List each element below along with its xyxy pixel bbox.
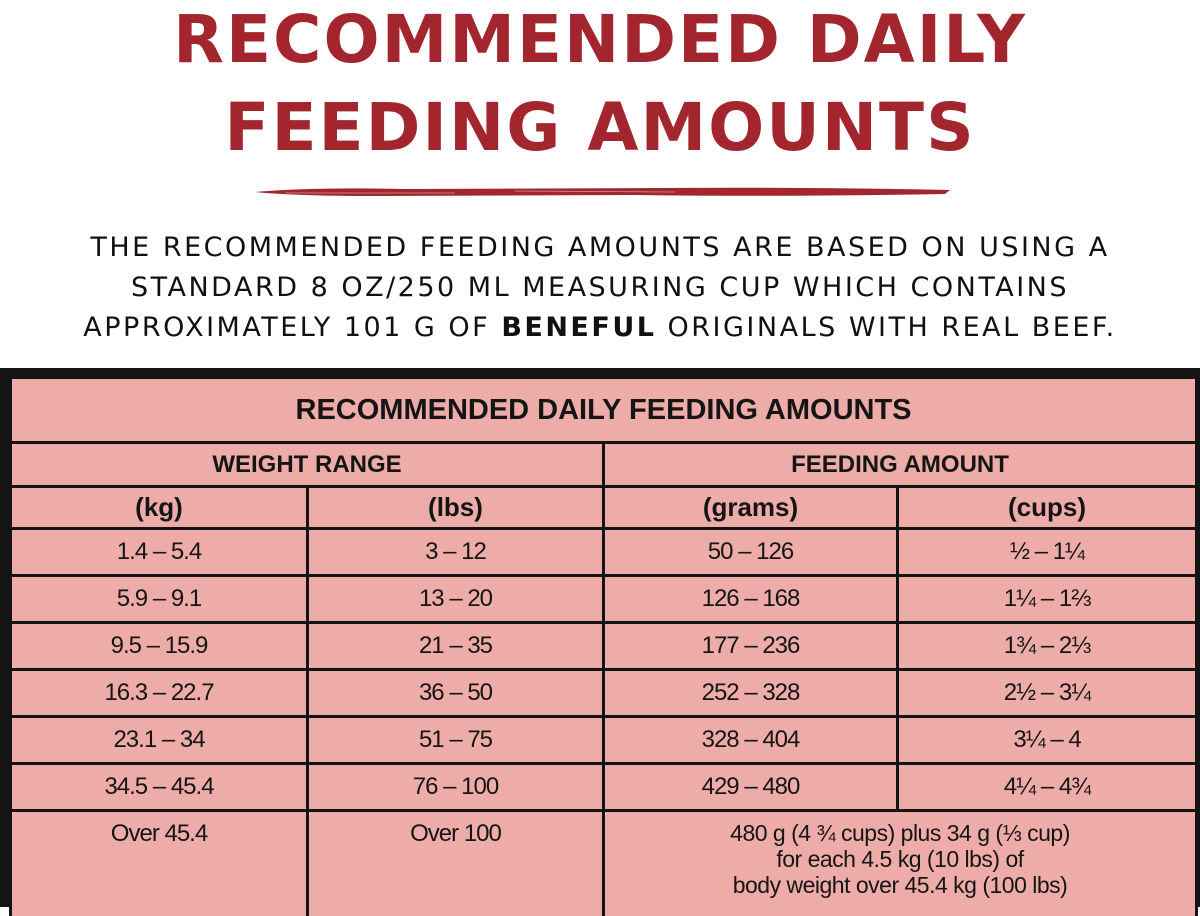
table-row (11, 576, 1197, 623)
table-row (11, 764, 1197, 811)
cups-cell: 3¼ – 4 (898, 717, 1197, 764)
page-title-line-1: RECOMMENDED DAILY (0, 0, 1200, 80)
grams-cell: 177 – 236 (604, 623, 898, 670)
kg-column-header: (kg) (11, 487, 308, 529)
cups-cell: ½ – 1¼ (898, 529, 1197, 576)
note-line-3: body weight over 45.4 kg (100 lbs) (605, 872, 1195, 898)
table-row (11, 529, 1197, 576)
kg-cell: 23.1 – 34 (11, 717, 308, 764)
cups-cell: 4¼ – 4¾ (898, 764, 1197, 811)
table-row (11, 623, 1197, 670)
grams-cell: 126 – 168 (604, 576, 898, 623)
feeding-table-frame (0, 368, 1200, 907)
feeding-table (9, 379, 1198, 916)
feeding-amount-header: FEEDING AMOUNT (604, 443, 1197, 487)
table-row-over-limit (11, 811, 1197, 916)
brand-name: BENEFUL (501, 312, 656, 343)
cups-column-header: (cups) (898, 487, 1197, 529)
intro-line-3-end: ORIGINALS WITH REAL BEEF. (656, 312, 1116, 343)
table-row (11, 670, 1197, 717)
table-title: RECOMMENDED DAILY FEEDING AMOUNTS (11, 379, 1197, 443)
intro-line-1: THE RECOMMENDED FEEDING AMOUNTS ARE BASED ON USING A (0, 228, 1200, 268)
grams-cell: 429 – 480 (604, 764, 898, 811)
grams-cell: 50 – 126 (604, 529, 898, 576)
cups-cell: 1¼ – 1⅔ (898, 576, 1197, 623)
note-line-1: 480 g (4 ¾ cups) plus 34 g (⅓ cup) (605, 820, 1195, 846)
kg-cell: 1.4 – 5.4 (11, 529, 308, 576)
kg-cell: Over 45.4 (11, 811, 308, 916)
lbs-cell: 3 – 12 (308, 529, 604, 576)
grams-cell: 328 – 404 (604, 717, 898, 764)
page-title-line-2: FEEDING AMOUNTS (0, 88, 1200, 168)
grams-cell: 252 – 328 (604, 670, 898, 717)
note-line-2: for each 4.5 kg (10 lbs) of (605, 846, 1195, 872)
intro-text (0, 228, 1200, 348)
weight-range-header: WEIGHT RANGE (11, 443, 604, 487)
lbs-cell: 76 – 100 (308, 764, 604, 811)
lbs-cell: 51 – 75 (308, 717, 604, 764)
intro-line-3 (0, 308, 1200, 348)
kg-cell: 34.5 – 45.4 (11, 764, 308, 811)
table-row (11, 717, 1197, 764)
kg-cell: 9.5 – 15.9 (11, 623, 308, 670)
kg-cell: 16.3 – 22.7 (11, 670, 308, 717)
lbs-cell: 36 – 50 (308, 670, 604, 717)
lbs-cell: 13 – 20 (308, 576, 604, 623)
kg-cell: 5.9 – 9.1 (11, 576, 308, 623)
lbs-cell: 21 – 35 (308, 623, 604, 670)
brush-stroke-divider (255, 185, 950, 197)
additional-feeding-note (604, 811, 1197, 916)
lbs-column-header: (lbs) (308, 487, 604, 529)
grams-column-header: (grams) (604, 487, 898, 529)
intro-line-3-start: APPROXIMATELY 101 G OF (83, 312, 501, 343)
cups-cell: 1¾ – 2⅓ (898, 623, 1197, 670)
lbs-cell: Over 100 (308, 811, 604, 916)
intro-line-2: STANDARD 8 OZ/250 ML MEASURING CUP WHICH CONTAINS (0, 268, 1200, 308)
cups-cell: 2½ – 3¼ (898, 670, 1197, 717)
